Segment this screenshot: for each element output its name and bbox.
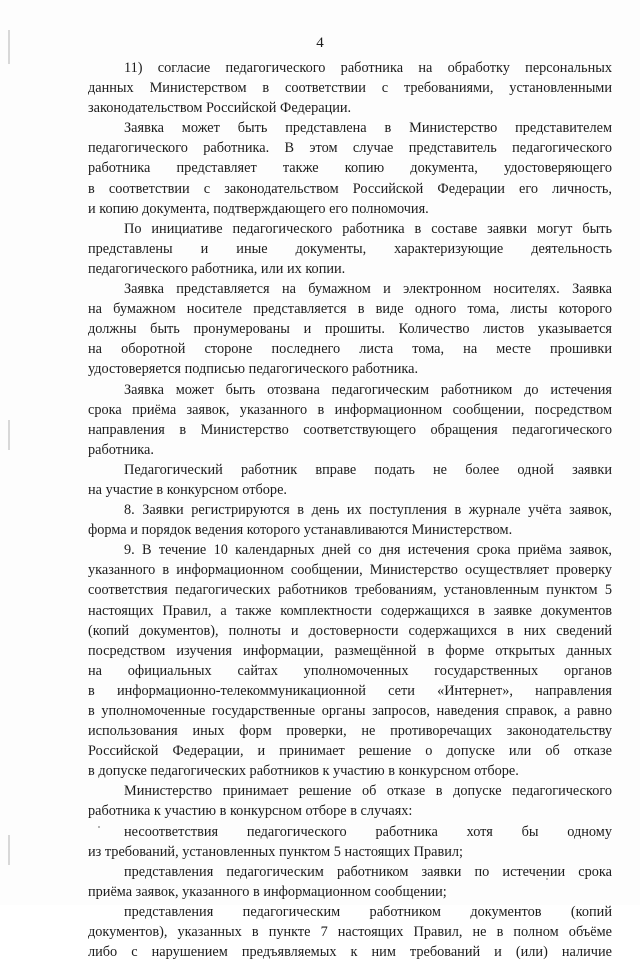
- text-line: указанного в информационном сообщении, Министерство осуществляет проверку: [88, 562, 612, 579]
- text-line: документов), указанных в пункте 7 настоящих Правил, не в полном объёме: [88, 924, 612, 941]
- text-line: несоответствия педагогического работника хотя бы одному: [124, 823, 612, 840]
- text-line: педагогического работника, или их копии.: [88, 260, 346, 277]
- text-line: и копию документа, подтверждающего его полномочия.: [88, 200, 429, 217]
- text-line: на официальных сайтах уполномоченных государственных органов: [88, 662, 612, 679]
- text-line: должны быть пронумерованы и прошиты. Количество листов указывается: [88, 321, 612, 338]
- text-line: направления в Министерство соответствующего обращения педагогического: [88, 421, 612, 438]
- text-line: По инициативе педагогического работника в составе заявки могут быть: [124, 220, 612, 237]
- text-line: на оборотной стороне последнего листа тома, на месте прошивки: [88, 341, 612, 358]
- text-line: использования иных форм проверки, не противоречащих законодательству: [88, 723, 612, 740]
- text-line: либо с нарушением предъявляемых к ним требований и (или) наличие: [88, 944, 612, 961]
- text-line: педагогического работника. В этом случае представитель педагогического: [88, 140, 612, 157]
- text-line: 9. В течение 10 календарных дней со дня истечения срока приёма заявок,: [124, 542, 612, 559]
- text-line: соответствия педагогических работников требованиям, установленным пунктом 5: [88, 582, 612, 599]
- text-line: посредством изучения информации, размещённой в форме открытых данных: [88, 642, 612, 659]
- text-line: в уполномоченные государственные органы запросов, наведения справок, а равно: [88, 703, 612, 719]
- text-line: 11) согласие педагогического работника на обработку персональных: [124, 60, 612, 76]
- text-line: представления педагогическим работником документов (копий: [124, 903, 612, 920]
- text-line: в допуске педагогических работников к участию в конкурсном отборе.: [88, 763, 519, 780]
- text-line: срока приёма заявок, указанного в информационном сообщении, посредством: [88, 401, 612, 418]
- text-line: Российской Федерации, и принимает решение о допуске или об отказе: [88, 743, 612, 760]
- text-line: настоящих Правил, а также комплектности содержащихся в заявке документов: [88, 602, 612, 619]
- body-text: [88, 58, 612, 962]
- text-line: форма и порядок ведения которого устанавливаются Министерством.: [88, 522, 513, 539]
- page-number: 4: [316, 35, 324, 51]
- text-line: на бумажном носителе представляется в виде одного тома, листы которого: [88, 301, 612, 318]
- scan-margin-mark: [8, 420, 10, 450]
- scan-margin-mark: [8, 835, 10, 865]
- text-line: из требований, установленных пунктом 5 настоящих Правил;: [88, 843, 464, 860]
- text-line: в информационно-телекоммуникационной сети «Интернет», направления: [88, 682, 612, 699]
- text-line: на участие в конкурсном отборе.: [88, 481, 287, 498]
- text-line: представлены и иные документы, характеризующие деятельность: [88, 240, 612, 257]
- text-line: удостоверяется подписью педагогического работника.: [88, 361, 419, 378]
- text-line: работника представляет также копию документа, удостоверяющего: [88, 160, 612, 177]
- text-line: в соответствии с законодательством Российской Федерации его личность,: [88, 180, 612, 197]
- text-line: представления педагогическим работником заявки по истечении срока: [124, 863, 612, 880]
- text-line: приёма заявок, указанного в информационном сообщении;: [88, 883, 447, 900]
- text-line: 8. Заявки регистрируются в день их поступления в журнале учёта заявок,: [124, 502, 612, 519]
- text-line: работника.: [88, 441, 154, 458]
- text-line: Министерство принимает решение об отказе в допуске педагогического: [124, 783, 612, 800]
- text-line: Педагогический работник вправе подать не более одной заявки: [124, 461, 612, 478]
- text-line: Заявка может быть представлена в Министерство представителем: [124, 120, 612, 137]
- text-line: (копий документов), полноты и достоверности содержащихся в них сведений: [88, 622, 612, 639]
- text-line: работника к участию в конкурсном отборе в случаях:: [88, 803, 413, 820]
- text-line: данных Министерством в соответствии с требованиями, установленными: [88, 80, 612, 97]
- text-line: Заявка может быть отозвана педагогическим работником до истечения: [124, 381, 612, 398]
- text-line: законодательством Российской Федерации.: [88, 100, 352, 117]
- text-line: Заявка представляется на бумажном и электронном носителях. Заявка: [124, 281, 612, 298]
